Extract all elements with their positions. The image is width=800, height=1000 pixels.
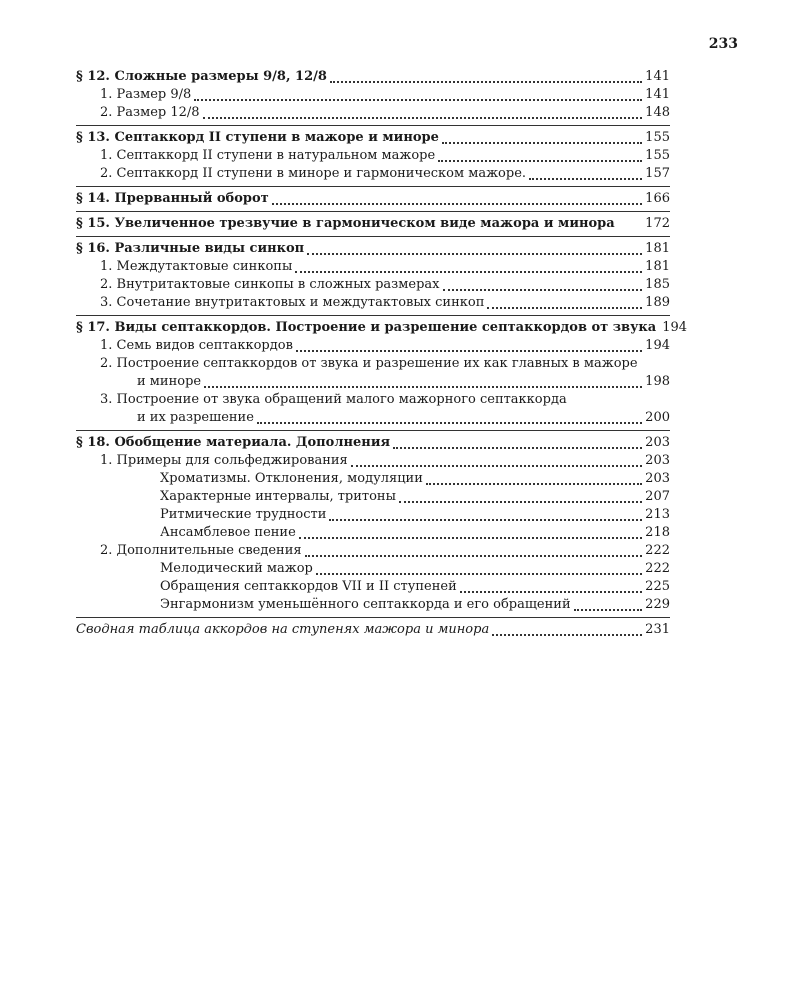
toc-item: [76, 373, 670, 391]
toc-section-18: [76, 430, 670, 617]
toc-heading-title: § 17. Виды септаккордов. Построение и разрешение септаккордов от звука: [76, 320, 657, 335]
toc-item-title: и их разрешение: [137, 410, 254, 425]
leader-dots: [330, 81, 642, 83]
leader-dots: [257, 422, 642, 424]
leader-dots: [305, 555, 643, 557]
toc-item-page: 155: [645, 148, 670, 163]
toc-item: [76, 276, 670, 294]
leader-dots: [574, 609, 643, 611]
toc-section-16: [76, 236, 670, 315]
toc-item-page: 141: [645, 87, 670, 102]
toc-subitem-page: 207: [645, 489, 670, 504]
toc-subitem-title: Ансамблевое пение: [160, 525, 296, 540]
toc-item: [76, 147, 670, 165]
toc-item: [76, 258, 670, 276]
toc-heading-title: § 12. Сложные размеры 9/8, 12/8: [76, 69, 327, 84]
toc-heading-page: 194: [662, 320, 688, 335]
toc-subitem: [76, 560, 670, 578]
leader-dots: [529, 178, 642, 180]
toc-item-page: 181: [645, 259, 670, 274]
toc-heading-page: 155: [645, 130, 670, 145]
leader-dots: [393, 447, 642, 449]
leader-dots: [194, 99, 642, 101]
toc-heading-title: § 15. Увеличенное трезвучие в гармоническом виде мажора и минора: [76, 216, 615, 231]
toc-subitem: [76, 506, 670, 524]
toc-item-page: 222: [645, 543, 670, 558]
toc-item-page: 198: [645, 374, 670, 389]
toc-item-wrapped-line1: 2. Построение септаккордов от звука и разрешение их как главных в мажоре: [100, 356, 638, 371]
toc-section-17: [76, 315, 688, 430]
table-of-contents: [76, 68, 688, 639]
toc-heading: [76, 215, 670, 233]
toc-item: [76, 104, 670, 122]
toc-heading-title: § 18. Обобщение материала. Дополнения: [76, 435, 391, 450]
toc-heading-page: 166: [645, 191, 670, 206]
toc-item: [76, 294, 670, 312]
toc-item-title: 1. Междутактовые синкопы: [100, 259, 293, 274]
toc-subitem-page: 225: [645, 579, 670, 594]
leader-dots: [438, 160, 642, 162]
toc-item-title: 3. Сочетание внутритактовых и междутактовых синкоп: [100, 295, 485, 310]
toc-subitem-page: 203: [645, 471, 670, 486]
toc-subitem-title: Хроматизмы. Отклонения, модуляции: [160, 471, 423, 486]
toc-item: [76, 542, 670, 560]
leader-dots: [204, 386, 642, 388]
leader-dots: [295, 271, 642, 273]
toc-item: [76, 165, 670, 183]
leader-dots: [443, 289, 643, 291]
toc-heading-title: § 14. Прерванный оборот: [76, 191, 269, 206]
toc-subitem: [76, 524, 670, 542]
toc-item-page: 194: [645, 338, 670, 353]
toc-item-title: и миноре: [137, 374, 202, 389]
toc-item-page: 148: [645, 105, 670, 120]
toc-heading: [76, 129, 670, 147]
leader-dots: [272, 203, 642, 205]
toc-item-title: 2. Внутритактовые синкопы в сложных размерах: [100, 277, 440, 292]
toc-item-title: 1. Септаккорд II ступени в натуральном мажоре: [100, 148, 436, 163]
toc-closing-title: Сводная таблица аккордов на ступенях мажора и минора: [76, 622, 490, 637]
toc-closing-row: [76, 621, 670, 639]
leader-dots: [299, 537, 642, 539]
leader-dots: [492, 634, 642, 636]
toc-subitem: [76, 596, 670, 614]
toc-item: [76, 409, 670, 427]
toc-subitem-title: Ритмические трудности: [160, 507, 327, 522]
toc-closing-page: 231: [645, 622, 670, 637]
toc-item-title: 1. Примеры для сольфеджирования: [100, 453, 348, 468]
toc-heading-title: § 16. Различные виды синкоп: [76, 241, 305, 256]
leader-dots: [399, 501, 642, 503]
toc-section-15: [76, 211, 670, 236]
toc-heading: [76, 319, 688, 337]
toc-item-page: 200: [645, 410, 670, 425]
toc-item-wrapped-line1: 3. Построение от звука обращений малого мажорного септаккорда: [100, 392, 567, 407]
leader-dots: [307, 253, 642, 255]
toc-subitem-page: 213: [645, 507, 670, 522]
toc-item-title: 2. Септаккорд II ступени в миноре и гармоническом мажоре.: [100, 166, 527, 181]
toc-heading: [76, 190, 670, 208]
toc-section-13: [76, 125, 670, 186]
toc-subitem-title: Мелодический мажор: [160, 561, 313, 576]
leader-dots: [351, 465, 642, 467]
toc-item: [76, 452, 670, 470]
toc-subitem-title: Энгармонизм уменьшённого септаккорда и его обращений: [160, 597, 571, 612]
leader-dots: [442, 142, 642, 144]
toc-heading-page: 203: [645, 435, 670, 450]
toc-item-title: 1. Семь видов септаккордов: [100, 338, 293, 353]
page-number: 233: [708, 36, 738, 52]
toc-heading-page: 141: [645, 69, 670, 84]
toc-item-title: 2. Дополнительные сведения: [100, 543, 302, 558]
leader-dots: [203, 117, 643, 119]
toc-subitem: [76, 470, 670, 488]
toc-item: [76, 337, 670, 355]
leader-dots: [487, 307, 642, 309]
toc-item-page: 185: [645, 277, 670, 292]
toc-heading: [76, 68, 670, 86]
toc-section-12: [76, 68, 670, 125]
toc-subitem-page: 218: [645, 525, 670, 540]
toc-heading: [76, 240, 670, 258]
toc-subitem-page: 222: [645, 561, 670, 576]
toc-item-page: 189: [645, 295, 670, 310]
toc-section-14: [76, 186, 670, 211]
leader-dots: [296, 350, 642, 352]
toc-item-title: 1. Размер 9/8: [100, 87, 192, 102]
toc-item-page: 203: [645, 453, 670, 468]
leader-dots: [460, 591, 642, 593]
toc-item-title: 2. Размер 12/8: [100, 105, 200, 120]
leader-dots: [329, 519, 642, 521]
toc-item-page: 157: [645, 166, 670, 181]
toc-heading-page: 181: [645, 241, 670, 256]
toc-heading: [76, 434, 670, 452]
leader-dots: [426, 483, 642, 485]
toc-subitem: [76, 488, 670, 506]
toc-closing: [76, 617, 670, 639]
toc-heading-page: 172: [645, 216, 670, 231]
toc-subitem-page: 229: [645, 597, 670, 612]
leader-dots: [316, 573, 642, 575]
toc-item: [76, 86, 670, 104]
toc-subitem-title: Характерные интервалы, тритоны: [160, 489, 396, 504]
toc-subitem-title: Обращения септаккордов VII и II ступеней: [160, 579, 457, 594]
toc-heading-title: § 13. Септаккорд II ступени в мажоре и миноре: [76, 130, 439, 145]
toc-subitem: [76, 578, 670, 596]
